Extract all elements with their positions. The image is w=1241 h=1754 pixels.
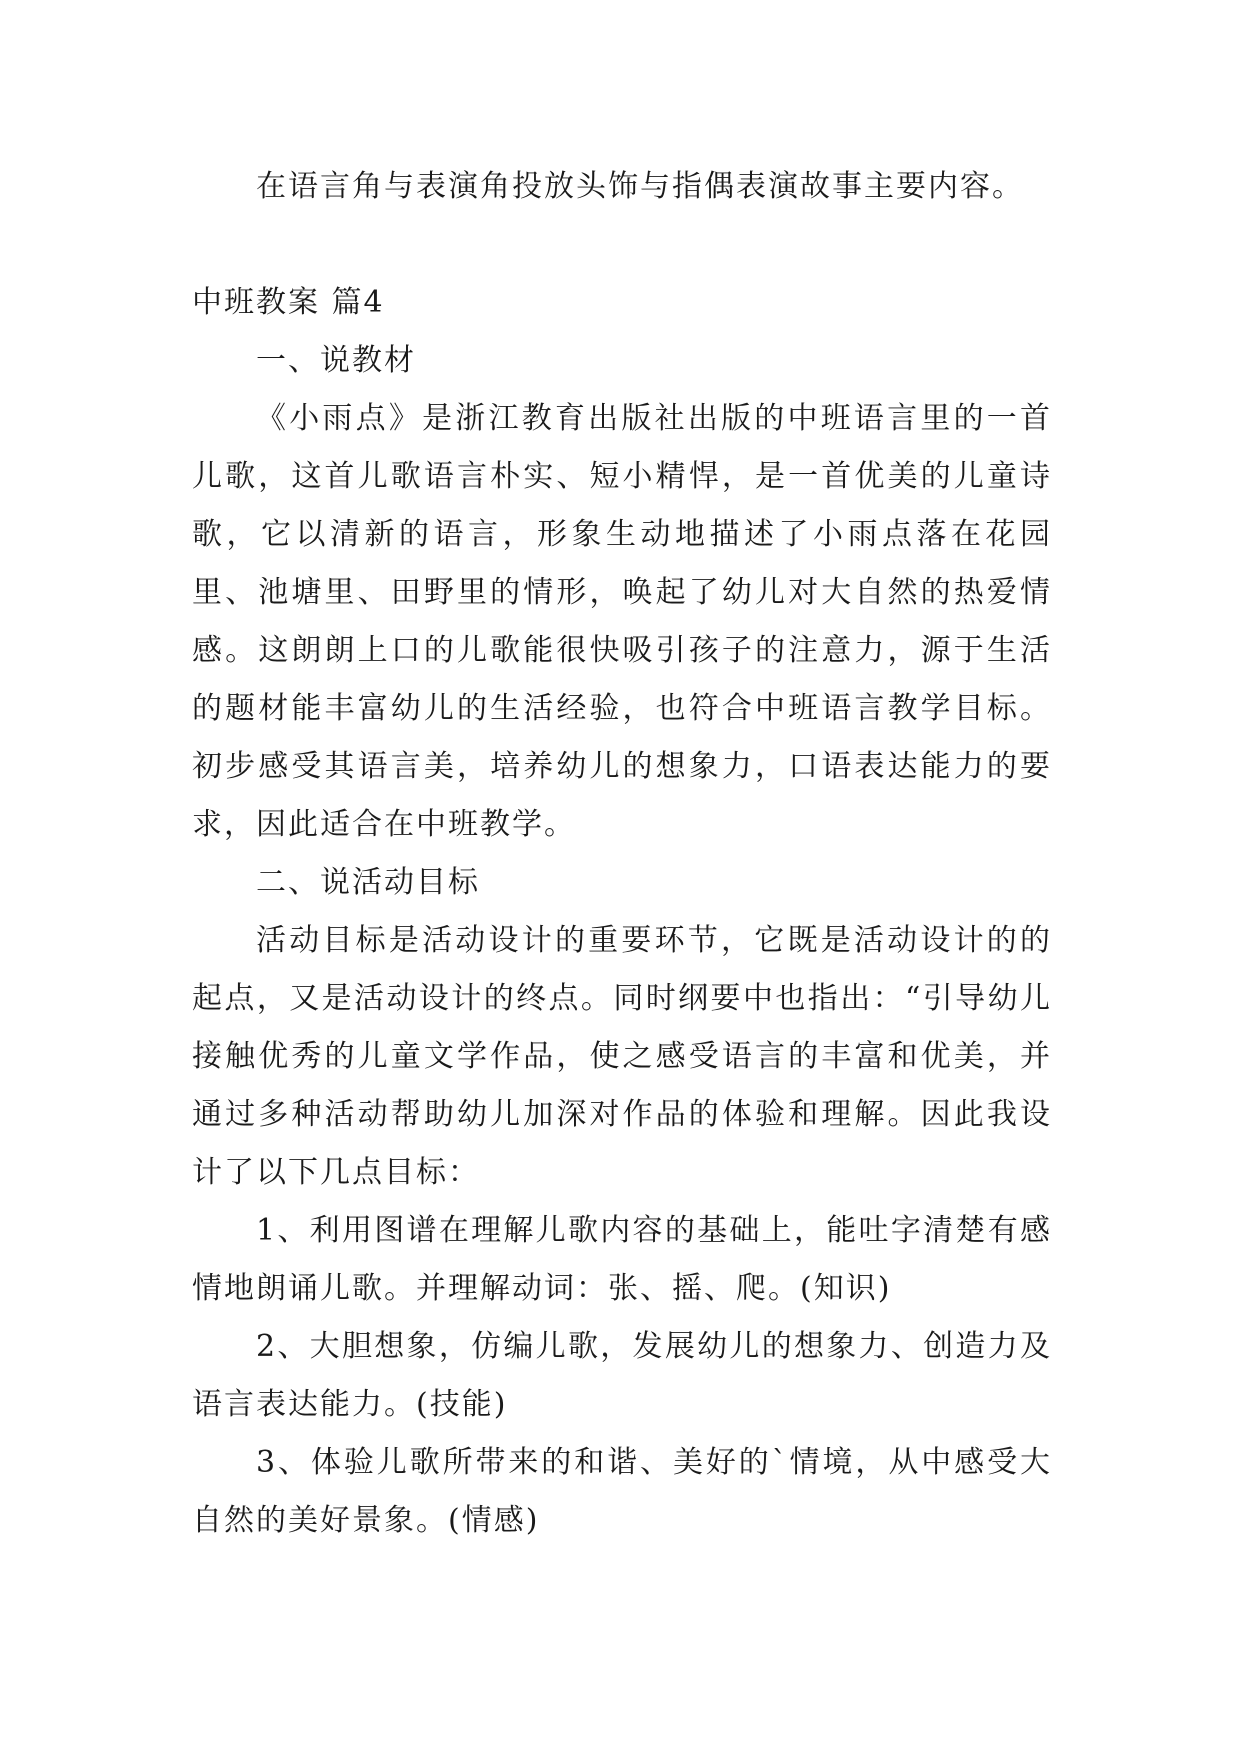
goal-item-3: 3、体验儿歌所带来的和谐、美好的`情境，从中感受大自然的美好景象。(情感) [192, 1445, 1052, 1538]
goal-item-1: 1、利用图谱在理解儿歌内容的基础上，能吐字清楚有感情地朗诵儿歌。并理解动词：张、摇、爬。(知识) [192, 1213, 1052, 1306]
heading-activity-goals: 二、说活动目标 [256, 865, 480, 900]
section-title: 中班教案 篇4 [192, 285, 385, 320]
goal-item-2: 2、大胆想象，仿编儿歌，发展幼儿的想象力、创造力及语言表达能力。(技能) [192, 1329, 1052, 1422]
paragraph-teaching-material: 《小雨点》是浙江教育出版社出版的中班语言里的一首儿歌，这首儿歌语言朴实、短小精悍，是一首优美的儿童诗歌，它以清新的语言，形象生动地描述了小雨点落在花园里、池塘里、田野里的情形，唤起了幼儿对大自然的热爱情感。这朗朗上口的儿歌能很快吸引孩子的注意力，源于生活的题材能丰富幼儿的生活经验，也符合中班语言教学目标。初步感受其语言美，培养幼儿的想象力，口语表达能力的要求，因此适合在中班教学。 [192, 401, 1052, 842]
document-body [192, 158, 1052, 1550]
intro-paragraph: 在语言角与表演角投放头饰与指偶表演故事主要内容。 [256, 169, 1024, 204]
paragraph-activity-goals: 活动目标是活动设计的重要环节，它既是活动设计的的起点，又是活动设计的终点。同时纲要中也指出：“引导幼儿接触优秀的儿童文学作品，使之感受语言的丰富和优美，并通过多种活动帮助幼儿加深对作品的体验和理解。因此我设计了以下几点目标： [192, 923, 1052, 1190]
heading-teaching-material: 一、说教材 [256, 343, 416, 378]
